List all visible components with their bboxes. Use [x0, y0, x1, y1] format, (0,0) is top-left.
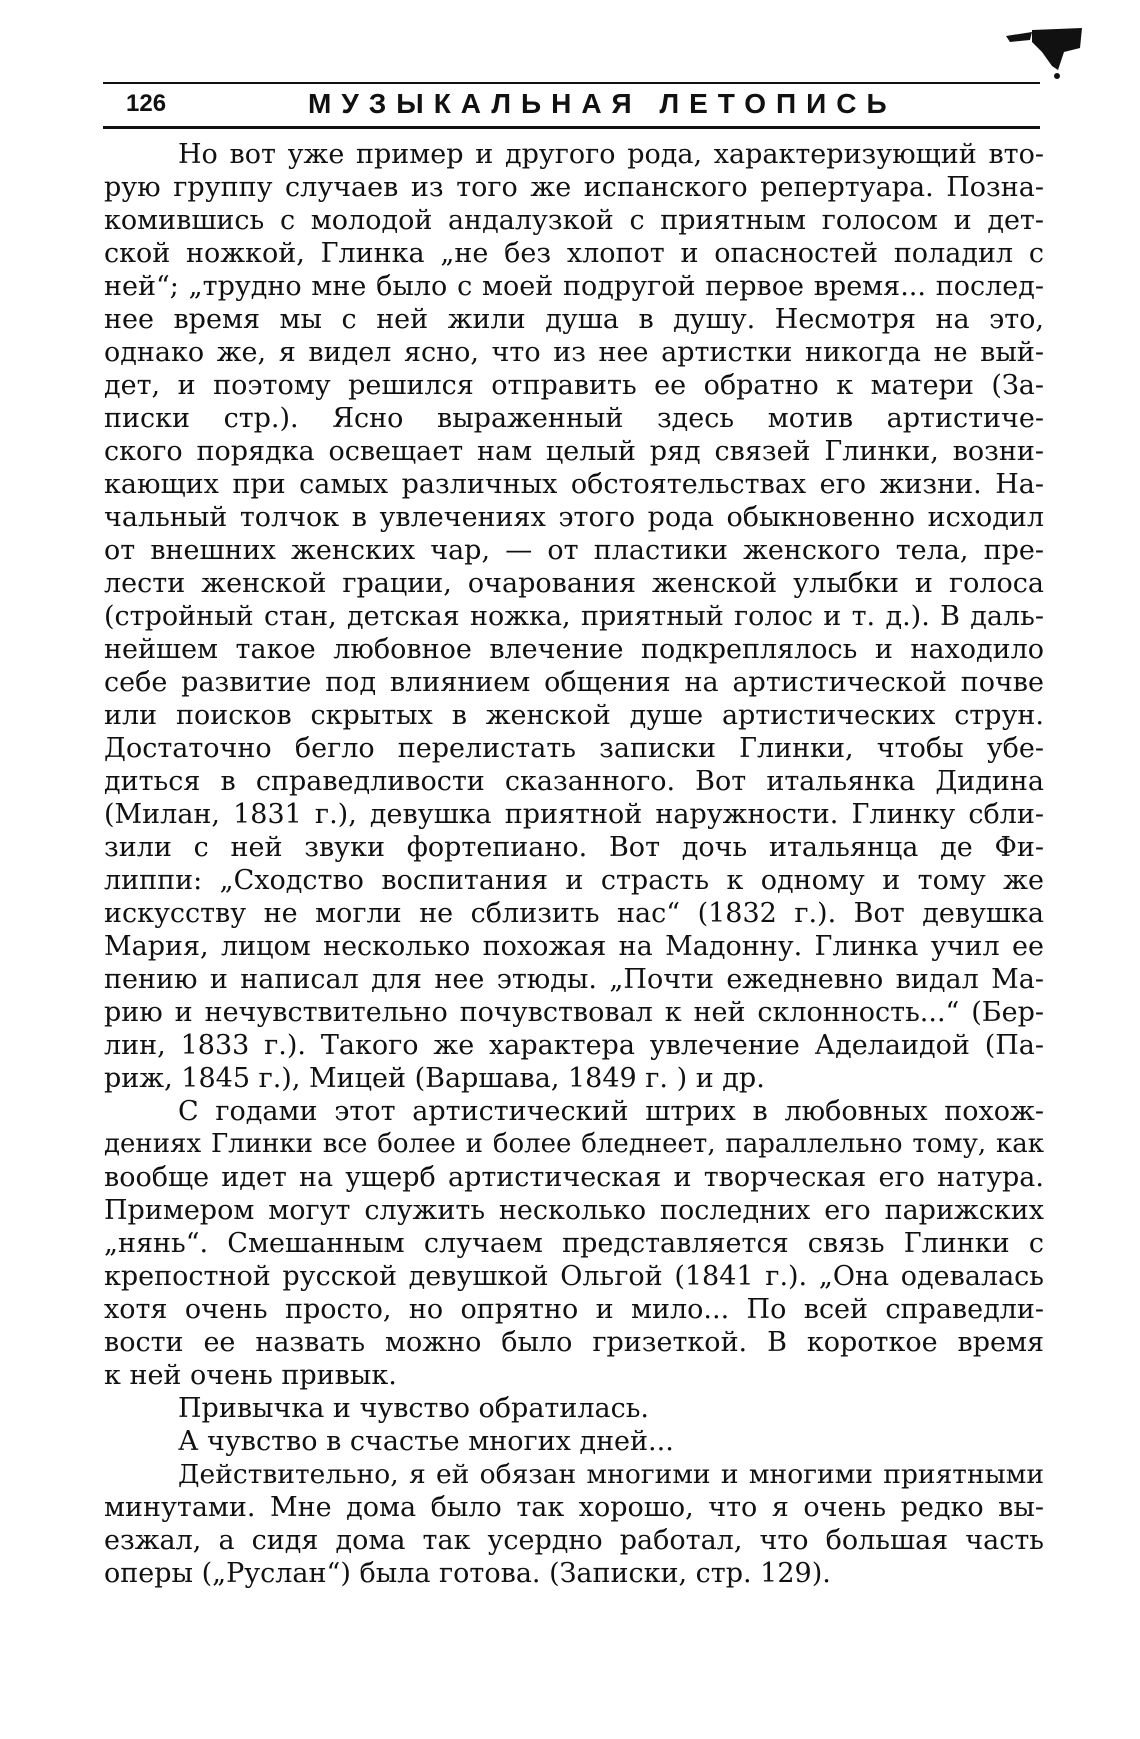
text-line: нее время мы с ней жили душа в душу. Несмотря на это, [104, 304, 1044, 335]
text-line: зили с ней звуки фортепиано. Вот дочь итальянца де Фи- [104, 832, 1044, 863]
text-line: дет, и поэтому решился отправить ее обратно к матери (За- [104, 370, 1044, 401]
text-line: ской ножкой, Глинка „не без хлопот и опасностей поладил с [104, 238, 1044, 269]
text-line: рию и нечувствительно почувствовал к ней склонность...“ (Бер- [104, 997, 1044, 1028]
text-line: „нянь“. Смешанным случаем представляется связь Глинки с [104, 1228, 1044, 1259]
text-line: лести женской грации, очарования женской улыбки и голоса [104, 568, 1044, 599]
text-line: вости ее назвать можно было гризеткой. В короткое время [104, 1327, 1044, 1358]
text-line: дениях Глинки все более и более бледнеет, параллельно тому, как [104, 1129, 1044, 1159]
text-line: комившись с молодой андалузкой с приятным голосом и дет- [104, 205, 1044, 236]
text-line: Но вот уже пример и другого рода, характеризующий вто- [178, 139, 1044, 170]
body-text [104, 138, 1044, 1590]
text-line: вообще идет на ущерб артистическая и творческая его натура. [104, 1162, 1044, 1193]
text-line: однако же, я видел ясно, что из нее артистки никогда не вый- [104, 337, 1044, 368]
text-line: нейшем такое любовное влечение подкреплялось и находило [104, 634, 1044, 665]
text-line: кающих при самых различных обстоятельствах его жизни. На- [104, 469, 1044, 500]
text-line: Примером могут служить несколько последних его парижских [104, 1195, 1044, 1226]
text-line: Мария, лицом несколько похожая на Мадонну. Глинка учил ее [104, 931, 1044, 962]
text-line: пению и написал для нее этюды. „Почти ежедневно видал Ма- [104, 964, 1044, 995]
journal-title: МУЗЫКАЛЬНАЯ ЛЕТОПИСЬ [308, 88, 897, 119]
text-line: от внешних женских чар, — от пластики женского тела, пре- [104, 535, 1044, 566]
printer-mark [1002, 26, 1088, 86]
text-line: искусству не могли не сблизить нас“ (1832 г.). Вот девушка [104, 898, 1044, 929]
text-line: ней“; „трудно мне было с моей подругой первое время... послед- [104, 271, 1044, 302]
text-line: себе развитие под влиянием общения на артистической почве [104, 667, 1044, 698]
text-line: к ней очень привык. [104, 1360, 397, 1391]
text-line: диться в справедливости сказанного. Вот итальянка Дидина [104, 766, 1044, 797]
text-line: (Милан, 1831 г.), девушка приятной наружности. Глинку сбли- [104, 799, 1044, 830]
page-number: 126 [126, 90, 167, 117]
text-line: ского порядка освещает нам целый ряд связей Глинки, возни- [104, 436, 1044, 467]
running-header [103, 82, 1040, 129]
text-line: липпи: „Сходство воспитания и страсть к одному и тому же [104, 865, 1044, 896]
text-line: минутами. Мне дома было так хорошо, что я очень редко вы- [104, 1492, 1044, 1523]
text-line: или поисков скрытых в женской душе артистических струн. [104, 700, 1044, 731]
text-line: риж, 1845 г.), Мицей (Варшава, 1849 г. ) и др. [104, 1063, 765, 1094]
text-line: оперы („Руслан“) была готова. (Записки, стр. 129). [104, 1558, 831, 1589]
text-line: хотя очень просто, но опрятно и мило... По всей справедли- [104, 1294, 1044, 1325]
text-line: Действительно, я ей обязан многими и многими приятными [178, 1459, 1044, 1490]
verse-line: Привычка и чувство обратилась. [178, 1393, 650, 1424]
text-line: крепостной русской девушкой Ольгой (1841 г.). „Она одевалась [104, 1261, 1044, 1292]
text-line: чальный толчок в увлечениях этого рода обыкновенно исходил [104, 502, 1044, 533]
text-line: рую группу случаев из того же испанского репертуара. Позна- [104, 172, 1044, 203]
text-line: (стройный стан, детская ножка, приятный голос и т. д.). В даль- [104, 601, 1044, 632]
text-line: лин, 1833 г.). Такого же характера увлечение Аделаидой (Па- [104, 1030, 1044, 1061]
text-line: С годами этот артистический штрих в любовных похож- [178, 1096, 1044, 1127]
text-line: Достаточно бегло перелистать записки Глинки, чтобы убе- [104, 733, 1044, 764]
text-line: писки стр.). Ясно выраженный здесь мотив артистиче- [104, 403, 1044, 434]
text-line: езжал, а сидя дома так усердно работал, что большая часть [104, 1525, 1044, 1556]
verse-line: А чувство в счастье многих дней... [178, 1426, 674, 1457]
